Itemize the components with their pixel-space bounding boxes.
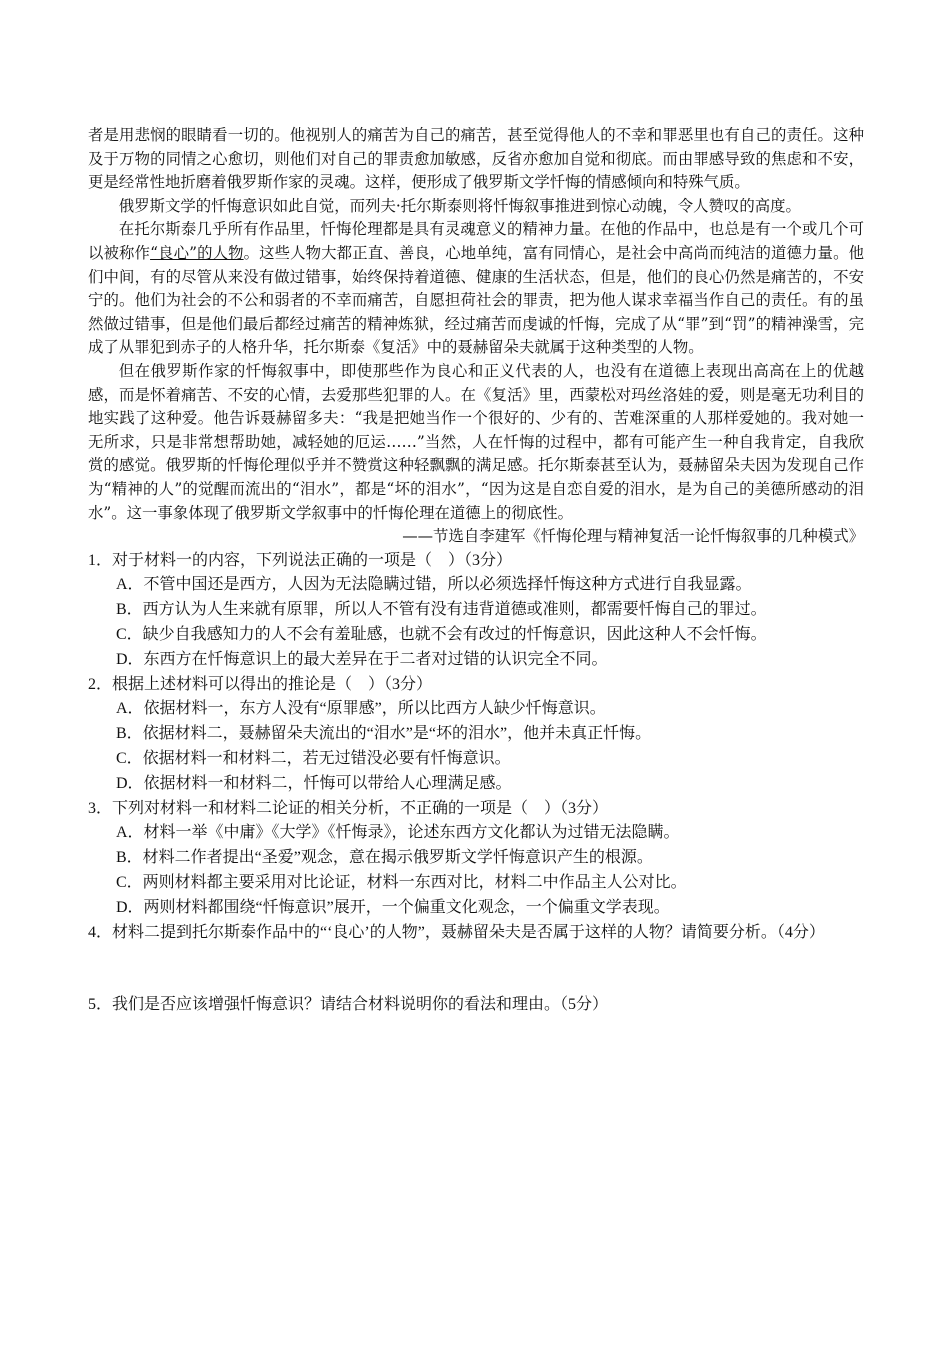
question-2 — [88, 673, 864, 797]
option-b: B．依据材料二，聂赫留朵夫流出的“泪水”是“坏的泪水”，他并未真正忏悔。 — [116, 725, 652, 743]
passage-paragraph-1: 者是用悲悯的眼睛看一切的。他视别人的痛苦为自己的痛苦，甚至觉得他人的不幸和罪恶里也有自己的责任。这种及于万物的同情之心愈切，则他们对自己的罪责愈加敏感，反省亦愈加自觉和彻底。而由罪感导致的焦虑和不安，更是经常性地折磨着俄罗斯作家的灵魂。这样，便形成了俄罗斯文学忏悔的情感倾向和特殊气质。 — [88, 126, 864, 192]
option-a: A．依据材料一，东方人没有“原罪感”，所以比西方人缺少忏悔意识。 — [116, 700, 606, 718]
underlined-phrase: “良心”的人物 — [150, 243, 244, 262]
passage-paragraph-4: 但在俄罗斯作家的忏悔叙事中，即使那些作为良心和正义代表的人，也没有在道德上表现出高高在上的优越感，而是怀着痛苦、不安的心情，去爱那些犯罪的人。在《复活》里，西蒙松对玛丝洛娃的爱，则是毫无功利目的地实践了这种爱。他告诉聂赫留多夫：“我是把她当作一个很好的、少有的、苦难深重的人那样爱她的。我对她一无所求，只是非常想帮助她，减轻她的厄运……”当然，人在忏悔的过程中，都有可能产生一种自我肯定，自我欣赏的感觉。俄罗斯的忏悔伦理似乎并不赞赏这种轻飘飘的满足感。托尔斯泰甚至认为，聂赫留朵夫因为发现自己作为“精神的人”的觉醒而流出的“泪水”，都是“坏的泪水”，“因为这是自恋自爱的泪水，是为自己的美德所感动的泪水”。这一事象体现了俄罗斯文学叙事中的忏悔伦理在道德上的彻底性。 — [88, 361, 864, 522]
document-page — [88, 124, 864, 1018]
question-stem: 4．材料二提到托尔斯泰作品中的“‘良心’的人物”，聂赫留朵夫是否属于这样的人物？请简要分析。（4分） — [88, 923, 825, 941]
question-stem: 1．对于材料一的内容，下列说法正确的一项是（ ）（3分） — [88, 551, 513, 569]
option-d: D．东西方在忏悔意识上的最大差异在于二者对过错的认识完全不同。 — [116, 650, 608, 668]
option-c: C．缺少自我感知力的人不会有羞耻感，也就不会有改过的忏悔意识，因此这种人不会忏悔。 — [116, 626, 767, 644]
question-4 — [88, 921, 864, 946]
question-5 — [88, 993, 864, 1018]
option-c: C．依据材料一和材料二，若无过错没必要有忏悔意识。 — [116, 750, 511, 768]
option-c: C．两则材料都主要采用对比论证，材料一东西对比，材料二中作品主人公对比。 — [116, 874, 687, 892]
option-b: B．西方认为人生来就有原罪，所以人不管有没有违背道德或准则，都需要忏悔自己的罪过。 — [116, 601, 767, 619]
passage-paragraph-2: 俄罗斯文学的忏悔意识如此自觉，而列夫·托尔斯泰则将忏悔叙事推进到惊心动魄，令人赞叹的高度。 — [118, 196, 801, 215]
question-1 — [88, 549, 864, 673]
option-d: D．两则材料都围绕“忏悔意识”展开，一个偏重文化观念，一个偏重文学表现。 — [116, 898, 670, 916]
paragraph-3-text-a: 在托尔斯泰几乎所有作品里，忏悔伦理都是具有灵魂意义的精神力量。在他的作品中，也总是有一个或几个可以被称作 — [88, 220, 864, 262]
option-b: B．材料二作者提出“圣爱”观念，意在揭示俄罗斯文学忏悔意识产生的根源。 — [116, 849, 653, 867]
passage-paragraph-3 — [88, 218, 864, 360]
option-a: A．不管中国还是西方，人因为无法隐瞒过错，所以必须选择忏悔这种方式进行自我显露。 — [116, 576, 752, 594]
source-citation: ——节选自李建军《忏悔伦理与精神复活一论忏悔叙事的几种模式》 — [402, 527, 864, 546]
option-a: A．材料一举《中庸》《大学》《忏悔录》，论述东西方文化都认为过错无法隐瞒。 — [116, 824, 680, 842]
question-stem: 5．我们是否应该增强忏悔意识？请结合材料说明你的看法和理由。（5分） — [88, 996, 609, 1014]
option-d: D．依据材料一和材料二，忏悔可以带给人心理满足感。 — [116, 774, 512, 792]
question-3 — [88, 797, 864, 921]
question-stem: 3．下列对材料一和材料二论证的相关分析，不正确的一项是（ ）（3分） — [88, 799, 609, 817]
paragraph-3-text-b: 。这些人物大都正直、善良，心地单纯，富有同情心，是社会中高尚而纯洁的道德力量。他们中间，有的尽管从来没有做过错事，始终保持着道德、健康的生活状态，但是，他们的良心仍然是痛苦的，不安宁的。他们为社会的不公和弱者的不幸而痛苦，自愿担荷社会的罪责，把为他人谋求幸福当作自己的责任。有的虽然做过错事，但是他们最后都经过痛苦的精神炼狱，经过痛苦而虔诚的忏悔，完成了从“罪”到“罚”的精神澡雪，完成了从罪犯到赤子的人格升华，托尔斯泰《复活》中的聂赫留朵夫就属于这种类型的人物。 — [88, 243, 864, 357]
question-stem: 2．根据上述材料可以得出的推论是（ ）（3分） — [88, 675, 433, 693]
